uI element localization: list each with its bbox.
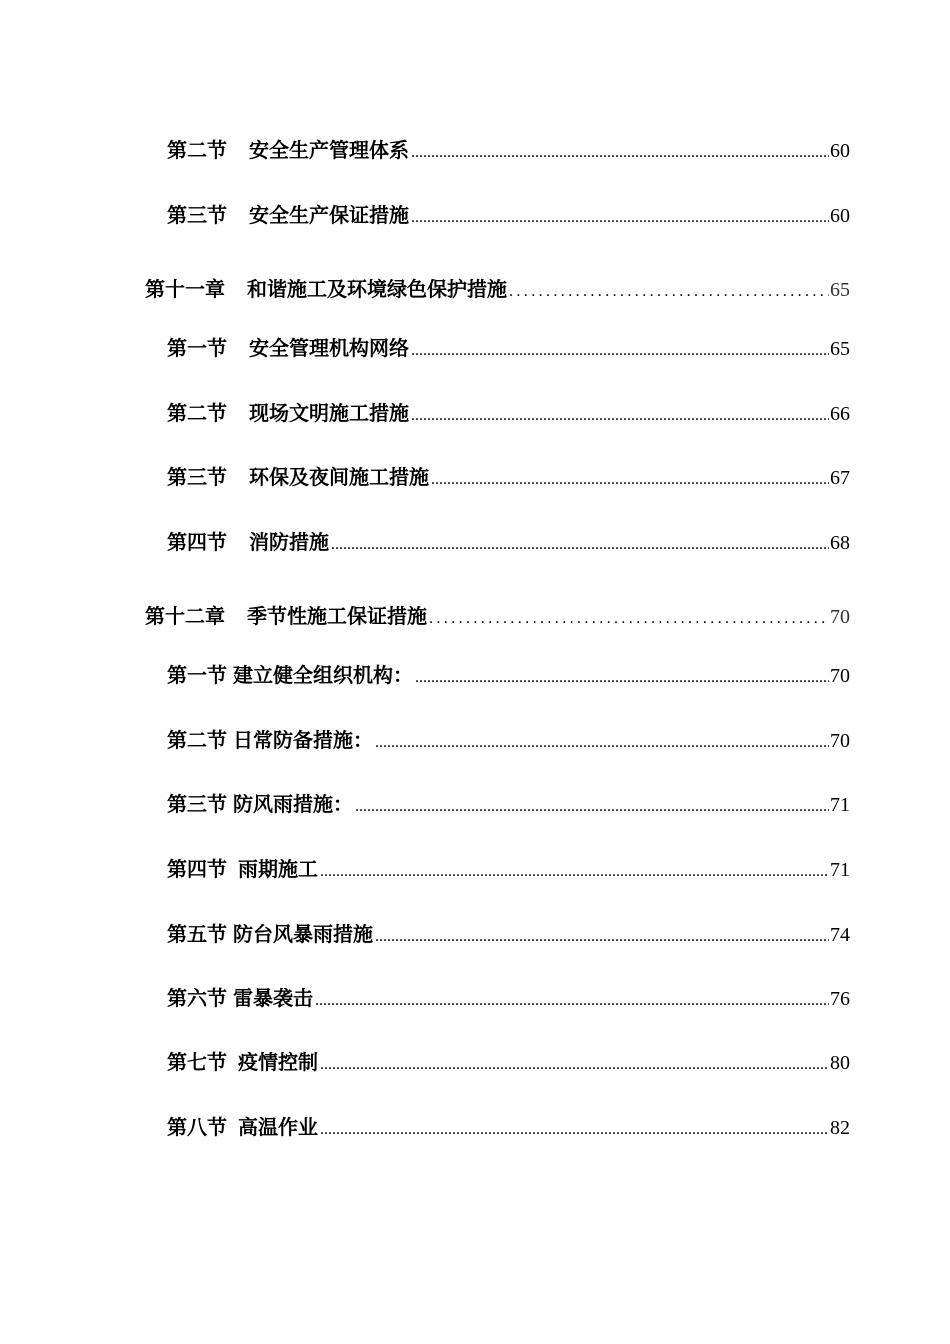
dot-leader (375, 923, 829, 951)
toc-entry-label: 第一节 (167, 336, 227, 360)
dot-leader (320, 858, 829, 886)
dot-leader (411, 204, 829, 232)
toc-entry-title: 疫情控制 (238, 1050, 318, 1074)
toc-entry-title: 雨期施工 (238, 857, 318, 881)
dot-leader (411, 139, 829, 167)
toc-entry-page: 71 (830, 794, 850, 816)
toc-entry-title: 季节性施工保证措施 (247, 604, 427, 628)
toc-entry[interactable] (167, 855, 850, 886)
toc-entry-title: 防风雨措施： (233, 792, 353, 816)
toc-entry-label: 第三节 (167, 792, 227, 816)
toc-entry-page: 67 (830, 467, 850, 489)
toc-entry-label: 第二节 (167, 728, 227, 752)
toc-entry-label: 第二节 (167, 401, 227, 425)
toc-entry-page: 74 (830, 924, 850, 946)
toc-entry-title: 安全生产管理体系 (249, 138, 409, 162)
toc-chapter-entry[interactable] (145, 602, 850, 633)
dot-leader (320, 1116, 829, 1144)
toc-entry-label: 第四节 (167, 857, 227, 881)
toc-entry-page: 60 (830, 140, 850, 162)
toc-entry-page: 65 (830, 338, 850, 360)
toc-entry-title: 和谐施工及环境绿色保护措施 (247, 277, 507, 301)
toc-entry-page: 71 (830, 859, 850, 881)
toc-entry[interactable] (167, 920, 850, 951)
toc-entry-label: 第三节 (167, 465, 227, 489)
dot-leader (429, 605, 829, 633)
toc-entry-title: 高温作业 (238, 1115, 318, 1139)
toc-entry-title: 建立健全组织机构： (233, 663, 413, 687)
dot-leader (375, 729, 829, 757)
toc-entry-label: 第十一章 (145, 277, 225, 301)
toc-entry-page: 80 (830, 1052, 850, 1074)
toc-entry-label: 第十二章 (145, 604, 225, 628)
dot-leader (411, 402, 829, 430)
toc-entry-label: 第一节 (167, 663, 227, 687)
toc-entry-title: 消防措施 (249, 530, 329, 554)
toc-entry[interactable] (167, 528, 850, 559)
toc-entry-title: 现场文明施工措施 (249, 401, 409, 425)
toc-entry-label: 第五节 (167, 922, 227, 946)
dot-leader (331, 531, 829, 559)
toc-entry-title: 日常防备措施： (233, 728, 373, 752)
toc-entry[interactable] (167, 334, 850, 365)
toc-entry-label: 第八节 (167, 1115, 227, 1139)
dot-leader (431, 466, 829, 494)
toc-entry-page: 70 (830, 606, 850, 628)
toc-entry-page: 76 (830, 988, 850, 1010)
dot-leader (320, 1051, 829, 1079)
toc-entry-title: 雷暴袭击 (233, 986, 313, 1010)
toc-entry[interactable] (167, 399, 850, 430)
dot-leader (415, 664, 829, 692)
toc-entry[interactable] (167, 661, 850, 692)
toc-entry-page: 70 (830, 730, 850, 752)
toc-chapter-entry[interactable] (145, 275, 850, 306)
toc-entry[interactable] (167, 136, 850, 167)
dot-leader (411, 337, 829, 365)
toc-entry-label: 第六节 (167, 986, 227, 1010)
toc-entry[interactable] (167, 726, 850, 757)
toc-entry-page: 66 (830, 403, 850, 425)
toc-entry-page: 65 (830, 279, 850, 301)
toc-entry[interactable] (167, 463, 850, 494)
toc-entry-page: 68 (830, 532, 850, 554)
toc-entry[interactable] (167, 201, 850, 232)
toc-entry[interactable] (167, 984, 850, 1015)
toc-entry-page: 82 (830, 1117, 850, 1139)
toc-entry-page: 70 (830, 665, 850, 687)
toc-entry-page: 60 (830, 205, 850, 227)
toc-entry[interactable] (167, 1048, 850, 1079)
toc-entry-label: 第三节 (167, 203, 227, 227)
toc-entry-label: 第二节 (167, 138, 227, 162)
dot-leader (355, 793, 829, 821)
toc-entry-title: 安全管理机构网络 (249, 336, 409, 360)
toc-entry-title: 安全生产保证措施 (249, 203, 409, 227)
dot-leader (315, 987, 829, 1015)
toc-entry[interactable] (167, 790, 850, 821)
toc-entry[interactable] (167, 1113, 850, 1144)
toc-entry-title: 环保及夜间施工措施 (249, 465, 429, 489)
toc-entry-label: 第四节 (167, 530, 227, 554)
toc-entry-title: 防台风暴雨措施 (233, 922, 373, 946)
toc-entry-label: 第七节 (167, 1050, 227, 1074)
dot-leader (509, 278, 829, 306)
